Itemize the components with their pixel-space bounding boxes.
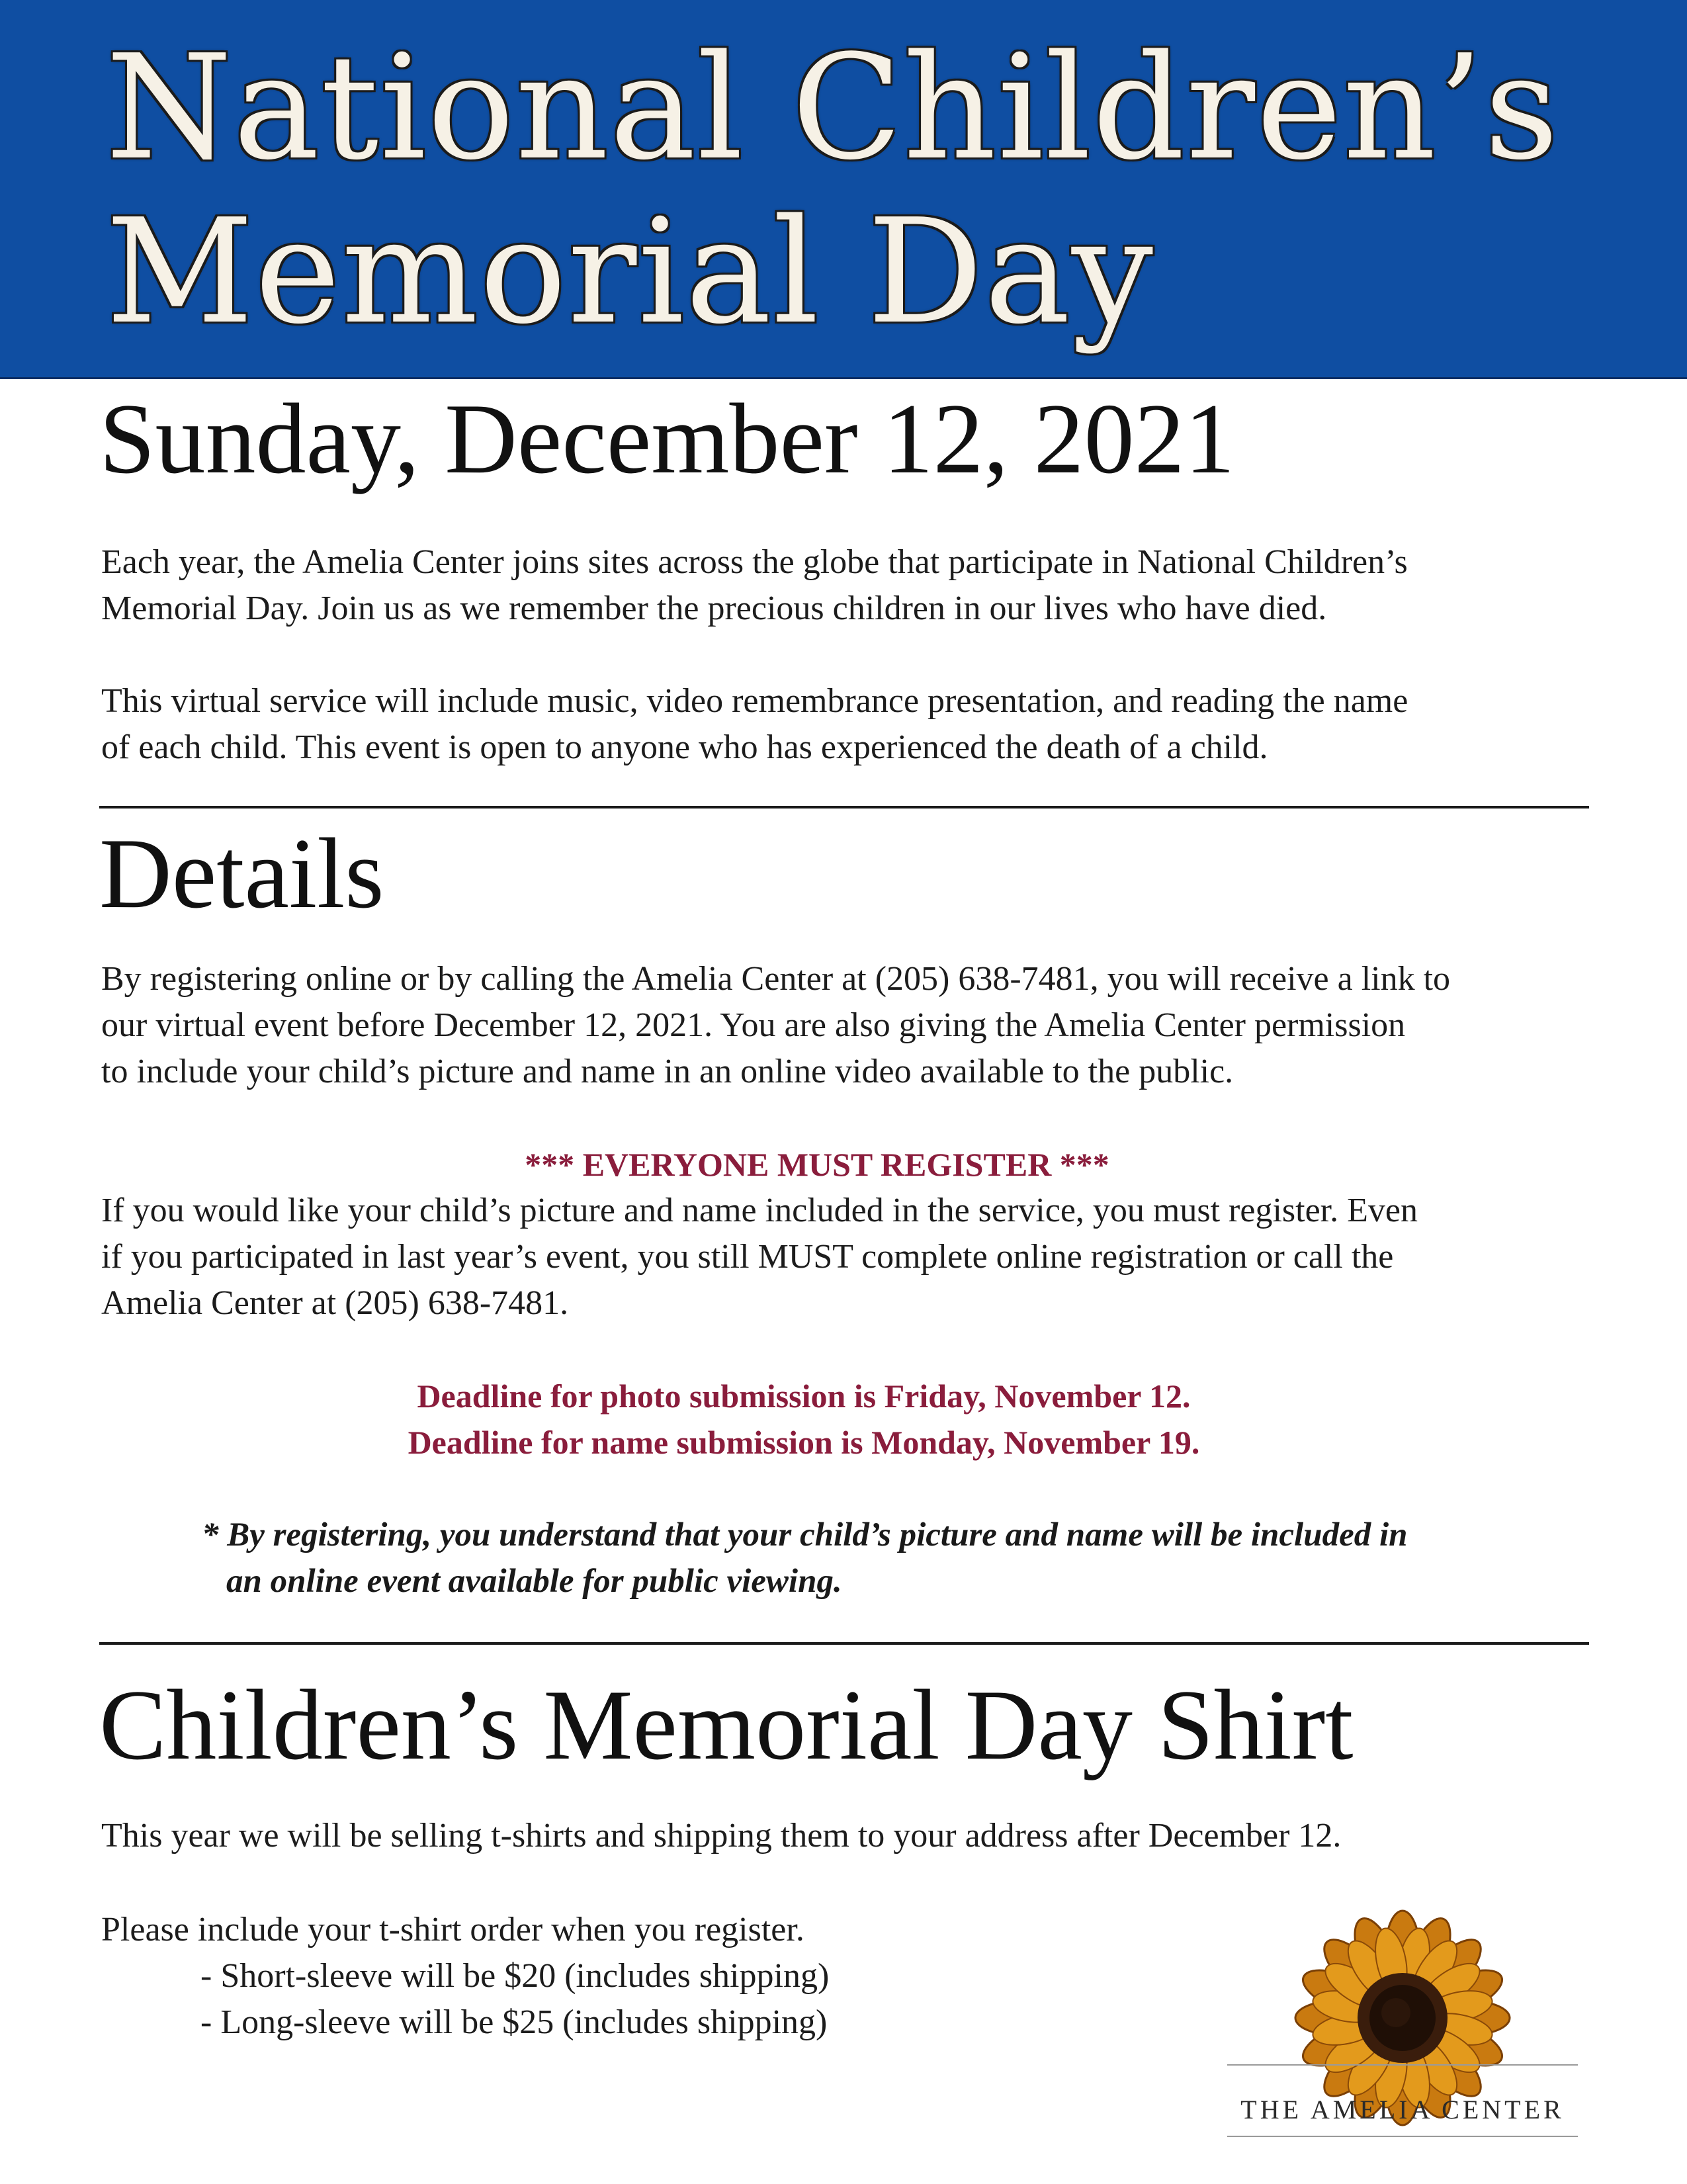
- details-paragraph-1: [101, 956, 1596, 1095]
- deadline-photo: Deadline for photo submission is Friday, November 12.: [417, 1377, 1191, 1415]
- details-paragraph-2-line-1: If you would like your child’s picture and name included in the service, you must register. Even: [101, 1192, 1418, 1229]
- details-paragraph-2: [101, 1188, 1596, 1327]
- intro-paragraph-1-line-2: Memorial Day. Join us as we remember the precious children in our lives who have died.: [101, 590, 1327, 627]
- shirt-paragraph-1-line: This year we will be selling t-shirts and shipping them to your address after December 12.: [101, 1817, 1342, 1855]
- intro-paragraph-1: [101, 539, 1596, 632]
- title-banner: [0, 0, 1687, 379]
- logo-text: THE AMELIA CENTER: [1240, 2095, 1565, 2124]
- consent-note-line-1: * By registering, you understand that your child’s picture and name will be included in: [202, 1516, 1408, 1553]
- details-paragraph-2-line-2: if you participated in last year’s event, you still MUST complete online registration or call the: [101, 1238, 1394, 1276]
- register-notice: *** EVERYONE MUST REGISTER ***: [525, 1146, 1109, 1183]
- shirt-price-long-sleeve: - Long-sleeve will be $25 (includes shipping): [200, 2003, 828, 2041]
- logo-rule-bottom: [1227, 2136, 1578, 2137]
- shirt-heading: Children’s Memorial Day Shirt: [99, 1669, 1354, 1780]
- shirt-price-short-sleeve: - Short-sleeve will be $20 (includes shipping): [200, 1957, 830, 1995]
- intro-paragraph-2-line-1: This virtual service will include music, video remembrance presentation, and reading the name: [101, 682, 1408, 720]
- shirt-paragraph-2-line: Please include your t-shirt order when you register.: [101, 1911, 804, 1948]
- page-title-line-2: Memorial Day: [106, 189, 1155, 356]
- intro-paragraph-1-line-1: Each year, the Amelia Center joins sites across the globe that participate in National Children’s: [101, 543, 1408, 581]
- sunflower-icon: [1224, 1905, 1581, 2170]
- shirt-paragraph-1: [101, 1813, 1596, 1859]
- event-date-heading: Sunday, December 12, 2021: [99, 383, 1235, 494]
- details-paragraph-1-line-2: our virtual event before December 12, 2021. You are also giving the Amelia Center permission: [101, 1006, 1406, 1044]
- section-divider-1: [99, 806, 1589, 808]
- intro-paragraph-2-line-2: of each child. This event is open to anyone who has experienced the death of a child.: [101, 728, 1268, 766]
- details-paragraph-1-line-3: to include your child’s picture and name in an online video available to the public.: [101, 1053, 1234, 1090]
- page-title: [106, 26, 1560, 355]
- details-heading: Details: [99, 818, 384, 929]
- details-paragraph-2-line-3: Amelia Center at (205) 638-7481.: [101, 1284, 569, 1322]
- logo-rule-top: [1227, 2064, 1578, 2066]
- deadline-name: Deadline for name submission is Monday, November 19.: [408, 1424, 1200, 1461]
- intro-paragraph-2: [101, 678, 1596, 771]
- section-divider-2: [99, 1642, 1589, 1645]
- consent-note-line-2: an online event available for public viewing.: [226, 1563, 842, 1600]
- details-paragraph-1-line-1: By registering online or by calling the Amelia Center at (205) 638-7481, you will receive a link to: [101, 960, 1451, 998]
- registration-consent-note: [202, 1512, 1591, 1604]
- page-title-line-1: National Children’s: [106, 24, 1560, 192]
